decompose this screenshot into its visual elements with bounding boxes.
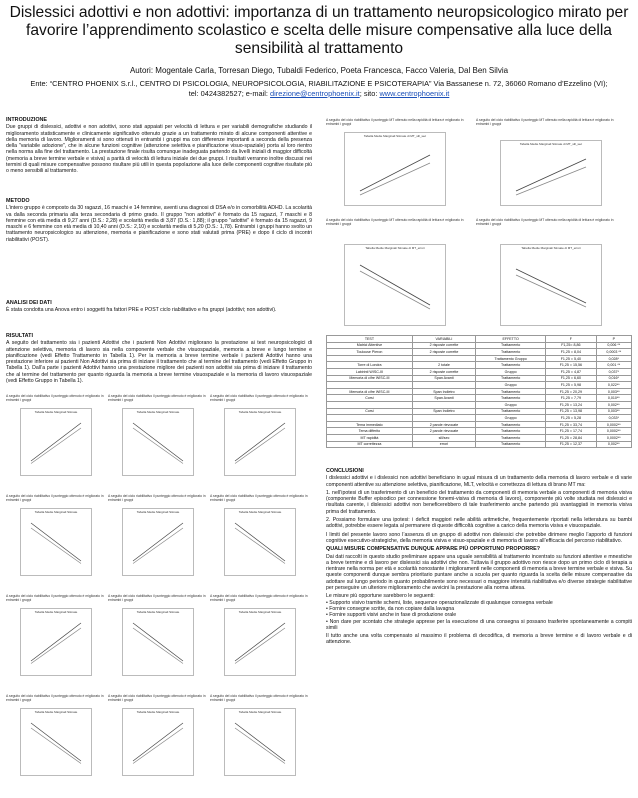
- figure-caption: A seguito del ciclo riabilitativo il punteggio ottenuto è migliorato in entrambi i gruppi: [108, 394, 206, 402]
- site-link[interactable]: www.centrophoenix.it: [379, 89, 450, 98]
- figure-caption: A seguito del ciclo riabilitativo il punteggio ottenuto è migliorato in entrambi i gruppi: [6, 594, 104, 602]
- plot-title: Tabella Medie Marginali Stimate: [34, 410, 78, 414]
- table-row: [327, 408, 632, 415]
- plot-lines: [21, 509, 91, 575]
- plot-lines: [225, 509, 295, 575]
- table-row: [327, 349, 632, 356]
- table-cell: 2 risposte corrette: [412, 342, 475, 349]
- plot-series-line: [235, 423, 285, 461]
- conclusions-p2: 1. nell’ipotesi di un trasferimento di un beneficio del trattamento da componenti di memoria verbale a componenti di memoria visiva (componente Buffer episodico per connessione fonemi-visiva di memoria di lavoro), componente più volte studiata nei dislessici e risultata carente, i dislessici adottivi non beneficerebbero di tale trasferimento anche partendo più svantaggiati in memoria visiva prima del trattamento.: [326, 489, 632, 515]
- table-cell: F1,25 = 5,98: [546, 382, 596, 389]
- table-header-cell: VARIABILI: [412, 336, 475, 343]
- intro-heading: INTRODUZIONE: [6, 117, 48, 123]
- plot-lines: [21, 709, 91, 775]
- bullet-1: • Supporto visivo tramite schemi, liste, sequenze operazionalizzate di qualunque consegna verbale: [326, 599, 553, 606]
- table-header-cell: TEST: [327, 336, 413, 343]
- plot-area: [224, 708, 296, 776]
- table-cell: Labirinti WISC-III: [327, 368, 413, 375]
- conclusions-p1: I dislessici adottivi e i dislessici non adottivi beneficiano in ugual misura di un trattamento della memoria di lavoro verbale e di varie componenti attentive su attenzione selettiva, pianificazione, MLT, velocità e correttezza di lettura di brano MT ma:: [326, 475, 632, 488]
- plot-area: [20, 408, 92, 476]
- plot-title: Tabella Medie Marginali Stimate: [238, 510, 282, 514]
- analysis-text: È stata condotta una Anova entro i soggetti fra fattori PRE e POST ciclo riabilitativo e fra gruppi (adottivi; non adottivi).: [6, 307, 277, 314]
- plot-series-line: [133, 728, 183, 764]
- contact-mid: ; sito:: [359, 89, 380, 98]
- plot-series-line: [235, 728, 285, 764]
- figure-caption: A seguito del ciclo riabilitativo il punteggio MT ottenuto nella rapidità di lettura è migliorato in entrambi i gruppi: [326, 118, 464, 126]
- table-cell: 0,0002**: [596, 428, 631, 435]
- intro-text: Due gruppi di dislessici, adottivi e non adottivi, sono stati appaiati per velocità di lettura e per variabili demografiche studiando il miglioramento statisticamente e clinicamente significativo ottenuto grazie a un trattamento mirato di alcune componenti attentive e della memoria di lavoro. Miglioramenti si sono ottenuti in entrambi i gruppi ma con differenze importanti a seconda della presenza della "variabile adozione", che in alcune funzioni cognitive (attenzione selettiva e pianificazione visuo-spaziale) porta al loro rientro nella norma alla fine del trattamento. La prestazione finale risulta comunque inadeguata partendo da livelli iniziali di maggior difficoltà (memoria a breve termine verbale e visiva) a parità di velocità di lettura iniziale dei due gruppi. I risultati verranno inoltre discussi nei termini di quali misure compensative possono risultare più utili in questa popolazione alla luce delle componenti cognitive risultate più o meno sensibili al trattamento.: [6, 124, 312, 175]
- plot-title: Tabella Medie Marginali Stimate: [136, 410, 180, 414]
- table-cell: 0,001 **: [596, 362, 631, 369]
- table-cell: Memoria di cifre WISC-III: [327, 375, 413, 382]
- table-cell: F1,25= 8,86: [546, 342, 596, 349]
- table-cell: Trattamento: [476, 441, 546, 448]
- figure-small: [210, 594, 308, 690]
- plot-area: [20, 608, 92, 676]
- table-cell: F1,25 = 15,56: [546, 362, 596, 369]
- table-cell: 2 parole rievocate: [412, 421, 475, 428]
- table-cell: Toulouse Pieron: [327, 349, 413, 356]
- plot-lines: [225, 709, 295, 775]
- plot-lines: [225, 409, 295, 475]
- table-cell: 2 risposte corrette: [412, 349, 475, 356]
- plot-series-line: [235, 623, 285, 661]
- plot-lines: [123, 509, 193, 575]
- intro-section: [6, 117, 312, 177]
- table-row: [327, 342, 632, 349]
- plot-lines: [345, 245, 445, 325]
- plot-area: [500, 140, 602, 206]
- table-cell: 0,033*: [596, 415, 631, 422]
- figure-small: [108, 394, 206, 490]
- table-cell: [327, 401, 413, 408]
- figure-caption: A seguito del ciclo riabilitativo il punteggio ottenuto è migliorato in entrambi i gruppi: [210, 694, 308, 702]
- bullet-3: • Fornire supporti visivi anche in fase di produzione orale: [326, 612, 457, 619]
- table-row: [327, 421, 632, 428]
- plot-area: [122, 608, 194, 676]
- results-table: [326, 335, 632, 448]
- table-cell: Gruppo: [476, 415, 546, 422]
- plot-series-line: [31, 423, 81, 461]
- plot-series-line: [31, 523, 81, 561]
- table-cell: [412, 355, 475, 362]
- table-cell: Trattamento: [476, 388, 546, 395]
- plot-lines: [123, 609, 193, 675]
- table-cell: Span Indietro: [412, 408, 475, 415]
- table-cell: Gruppo: [476, 368, 546, 375]
- table-cell: F1,25 = 17,74: [546, 428, 596, 435]
- table-cell: Tema differito: [327, 428, 413, 435]
- table-cell: Span Avanti: [412, 395, 475, 402]
- plot-series-line: [133, 723, 183, 761]
- plot-title: Tabella Medie Marginali Stimate di MT_errori: [521, 246, 581, 250]
- table-row: [327, 355, 632, 362]
- figure-caption: A seguito del ciclo riabilitativo il punteggio ottenuto è migliorato in entrambi i gruppi: [108, 694, 206, 702]
- figure-caption: A seguito del ciclo riabilitativo il punteggio ottenuto è migliorato in entrambi i gruppi: [6, 694, 104, 702]
- table-cell: F1,25 = 13,24: [546, 401, 596, 408]
- table-cell: F1,25 = 7,79: [546, 395, 596, 402]
- email-link[interactable]: direzione@centrophoenix.it: [270, 89, 360, 98]
- conclusions-p6: Le misure più opportune sarebbero le seguenti:: [326, 593, 435, 600]
- bullet-2: • Fornire consegne scritte, da non copiare dalla lavagna: [326, 605, 455, 612]
- table-cell: Gruppo: [476, 382, 546, 389]
- table-cell: Span Indietro: [412, 388, 475, 395]
- figure-caption: A seguito del ciclo riabilitativo il punteggio MT ottenuto nella rapidità di lettura è migliorato in entrambi i gruppi: [476, 218, 614, 226]
- figure-top-2: [476, 118, 626, 208]
- figure-top-1: [326, 118, 466, 208]
- plot-series-line: [31, 528, 81, 564]
- figure-caption: A seguito del ciclo riabilitativo il punteggio MT ottenuto nella rapidità di lettura è migliorato in entrambi i gruppi: [326, 218, 464, 226]
- table-cell: 0,0002**: [596, 421, 631, 428]
- results-text: A seguito del trattamento sia i pazienti Adottivi che i pazienti Non Adottivi migliorano la prestazione ai test neuropsicologici di attenzione selettiva, memoria di lavoro sia nella componente verbale che visuospaziale, memoria a breve e lungo termine e pianificazione (vedi Effetto Trattamento in Tabella 1). Per la memoria a breve termine verbale i pazienti Adottivi hanno una prestazione inferiore ai pazienti Non Adottivi sia prima di iniziare il trattamento che al termine del trattamento (vedi Effetto Gruppo in Tabella 1). Dall’a parte i pazienti Adottivi hanno una prestazione migliore dei pazienti non adottivi sia prima di iniziare il trattamento che al termine del trattamento per quanto riguarda la memoria a breve termine visuospaziale e la memoria di lavoro visuospaziale (vedi Effetto Gruppo in Tabella 1).: [6, 340, 312, 385]
- conclusions-p7: Il tutto anche una volta compensato al massimo il problema di decodifica, di memoria a breve termine e di lavoro verbale e di attenzione.: [326, 633, 632, 646]
- plot-title: Tabella Medie Marginali Stimate: [136, 510, 180, 514]
- plot-series-line: [31, 428, 81, 464]
- table-header-row: [327, 336, 632, 343]
- plot-lines: [123, 409, 193, 475]
- plot-lines: [501, 245, 601, 325]
- table-cell: 0,0003 **: [596, 349, 631, 356]
- figure-small: [210, 494, 308, 590]
- plot-series-line: [133, 428, 183, 464]
- table-body: [327, 342, 632, 448]
- plot-series-line: [133, 623, 183, 661]
- plot-series-line: [133, 523, 183, 561]
- table-cell: [412, 401, 475, 408]
- plot-area: [224, 508, 296, 576]
- figure-caption: A seguito del ciclo riabilitativo il punteggio ottenuto è migliorato in entrambi i gruppi: [6, 394, 104, 402]
- results-section: [6, 333, 312, 386]
- conclusions-p3: 2. Possiamo formulare una ipotesi: i deficit maggiori nelle abilità aritmetiche, frequentemente riportati nella letteratura su bambi adottivi, potrebbe essere legata al permanere di queste difficoltà cognitive a carico della memoria visiva e visuospaziale.: [326, 517, 632, 530]
- table-cell: [327, 382, 413, 389]
- table-cell: Tema immediato: [327, 421, 413, 428]
- figure-small: [6, 594, 104, 690]
- table-cell: 0,016*: [596, 375, 631, 382]
- conclusions-p5: Dai dati raccolti in questo studio preliminare appare una uguale sensibilità al trattamento incentrato su funzioni attentive e mnestiche a breve termine e di lavoro per dislessici sia adottivi che non. Tuttavia il gruppo adottivo non riesce dopo un primo ciclo di terapia a rientrare nella norma per età e scolarità nonostante i miglioramenti nelle componenti di memoria a breve termine verbale e visiva. Su queste componenti dunque sembra prioritario puntare anche a scuola per quanto riguarda la scelta delle misure compensative da adottare sul lungo periodo in quanto probabilmente sono necessari o maggiore intensità riabilitativa e/o diverse strategie riabilitative per perseguire un ulteriore miglioramento che avvicini la prestazione alla norma attesa.: [326, 553, 632, 592]
- plot-area: [224, 608, 296, 676]
- table-cell: F1,25 = 12,37: [546, 441, 596, 448]
- figure-caption: A seguito del ciclo riabilitativo il punteggio MT ottenuto nella rapidità di lettura è migliorato in entrambi i gruppi: [476, 118, 614, 126]
- figure-small: [210, 394, 308, 490]
- plot-series-line: [31, 623, 81, 661]
- table-cell: F1,25 = 33,74: [546, 421, 596, 428]
- table-cell: MT correttezza: [327, 441, 413, 448]
- table-cell: Memoria di cifre WISC-III: [327, 388, 413, 395]
- plot-title: Tabella Medie Marginali Stimate: [34, 510, 78, 514]
- plot-series-line: [31, 728, 81, 764]
- table-cell: Trattamento Gruppo: [476, 355, 546, 362]
- method-section: [6, 198, 312, 245]
- analysis-heading: ANALISI DEI DATI: [6, 300, 52, 306]
- table-cell: Span Avanti: [412, 375, 475, 382]
- affiliation-text: Ente: “CENTRO PHOENIX S.r.l., CENTRO DI PSICOLOGIA, NEUROPSICOLOGIA, RIABILITAZIONE E PSICOTERAPIA” Via Bassanese n. 72, 36060 Romano d’Ezzelino (VI);: [30, 79, 608, 88]
- plot-area: [224, 408, 296, 476]
- table-cell: 0,028*: [596, 355, 631, 362]
- plot-area: [122, 708, 194, 776]
- table-row: [327, 362, 632, 369]
- conclusions-heading: CONCLUSIONI: [326, 468, 364, 474]
- plot-title: Tabella Medie Marginali Stimate: [136, 610, 180, 614]
- table-cell: sill/sec: [412, 434, 475, 441]
- table-row: [327, 388, 632, 395]
- plot-series-line: [235, 628, 285, 664]
- figure-grid: [6, 394, 312, 794]
- table-row: [327, 434, 632, 441]
- table-cell: F1,25 = 28,84: [546, 434, 596, 441]
- table-cell: [327, 355, 413, 362]
- plot-title: Tabella Medie Marginali Stimate: [34, 610, 78, 614]
- table-cell: [412, 382, 475, 389]
- plot-area: [122, 408, 194, 476]
- plot-title: Tabella Medie Marginali Stimate: [238, 710, 282, 714]
- table-row: [327, 441, 632, 448]
- table-cell: F1,25 = 5,28: [546, 415, 596, 422]
- figure-mid-2: [476, 218, 626, 328]
- plot-area: [344, 132, 446, 206]
- table-cell: F1,25 = 13,98: [546, 408, 596, 415]
- table-cell: Trattamento: [476, 362, 546, 369]
- figure-caption: A seguito del ciclo riabilitativo il punteggio ottenuto è migliorato in entrambi i gruppi: [210, 394, 308, 402]
- plot-title: Tabella Medie Marginali Stimate: [136, 710, 180, 714]
- method-text: L’intero gruppo è composto da 30 ragazzi, 16 maschi e 14 femmine, aventi una diagnosi di DSA e/o in comorbilità ADHD. La scolarità va dalla seconda primaria alla terza secondaria di primo grado. Il gruppo "non adottivi" è formato da 15 ragazzi, 7 maschi e 8 femmine con età media di 9,27 anni (D.S.: 2,28) e scolarità media di 3,87 (D.S.: 1,88); il gruppo "adottivi" è formato da 15 ragazzi, 9 maschi e 6 femmine con età media di 10,40 anni (D.S.: 2,10) e scolarità media di 5,20 (D.S.: 1,78). Entrambi i gruppi hanno svolto un trattamento neuropsicologico su attenzione, memoria e pianificazione e sono stati valutati prima (PRE) e dopo il ciclo di incontri riabilitativi (POST).: [6, 205, 312, 243]
- table-cell: Corsi: [327, 408, 413, 415]
- plot-area: [20, 708, 92, 776]
- figure-caption: A seguito del ciclo riabilitativo il punteggio ottenuto è migliorato in entrambi i gruppi: [108, 594, 206, 602]
- table-cell: Trattamento: [476, 408, 546, 415]
- table-row: [327, 395, 632, 402]
- conclusions-section: [326, 468, 632, 648]
- method-heading: METODO: [6, 198, 30, 204]
- figure-small: [108, 694, 206, 790]
- table-cell: Trattamento: [476, 342, 546, 349]
- table-cell: 0,022**: [596, 382, 631, 389]
- table-row: [327, 368, 632, 375]
- table-cell: MT rapidità: [327, 434, 413, 441]
- plot-lines: [21, 609, 91, 675]
- question-heading: QUALI MISURE COMPENSATIVE DUNQUE APPARE PIÙ OPPORTUNO PROPORRE?: [326, 546, 541, 553]
- table-cell: F1,25 = 6,60: [546, 375, 596, 382]
- table-cell: Gruppo: [476, 401, 546, 408]
- figure-mid-1: [326, 218, 466, 328]
- analysis-section: [6, 300, 312, 316]
- plot-title: Tabella Medie Marginali Stimate di MT_sill_sec: [363, 134, 427, 138]
- table-cell: 0,010**: [596, 395, 631, 402]
- contact-prefix: tel: 0424382527; e-mail:: [188, 89, 271, 98]
- plot-series-line: [133, 423, 183, 461]
- table-cell: 2 totale: [412, 362, 475, 369]
- plot-title: Tabella Medie Marginali Stimate: [238, 410, 282, 414]
- table-cell: [327, 415, 413, 422]
- table-cell: errori: [412, 441, 475, 448]
- table-row: [327, 382, 632, 389]
- plot-series-line: [235, 528, 285, 564]
- table-row: [327, 401, 632, 408]
- plot-lines: [21, 409, 91, 475]
- table-header-cell: EFFETTO: [476, 336, 546, 343]
- table-cell: F1,25 = 8,04: [546, 349, 596, 356]
- conclusions-p4: I limiti del presente lavoro sono l’assenza di un gruppo di adottivi non dislessici che potrebbe dirimere meglio l’apporto di funzioni cognitive esecutivo-strategiche, della memoria visiva e visuo-spaziale e di memoria di lavoro all’efficacia del percorso riabilitativo.: [326, 531, 632, 544]
- plot-title: Tabella Medie Marginali Stimate: [34, 710, 78, 714]
- plot-lines: [225, 609, 295, 675]
- table-cell: 2 parole rievocate: [412, 428, 475, 435]
- figure-small: [6, 394, 104, 490]
- plot-lines: [501, 141, 601, 205]
- table-cell: 0,003**: [596, 408, 631, 415]
- plot-title: Tabella Medie Marginali Stimate di MT_sill_sec: [519, 142, 583, 146]
- results-heading: RISULTATI: [6, 333, 33, 339]
- table-cell: 0,002**: [596, 441, 631, 448]
- table-cell: 0,002**: [596, 401, 631, 408]
- plot-area: [122, 508, 194, 576]
- figure-caption: A seguito del ciclo riabilitativo il punteggio ottenuto è migliorato in entrambi i gruppi: [6, 494, 104, 502]
- table-cell: 0,0002**: [596, 434, 631, 441]
- plot-lines: [123, 709, 193, 775]
- table-cell: 0,006 **: [596, 342, 631, 349]
- figure-small: [6, 494, 104, 590]
- table-cell: Corsi: [327, 395, 413, 402]
- table-row: [327, 415, 632, 422]
- table-row: [327, 375, 632, 382]
- affiliation: [6, 79, 632, 99]
- table-cell: Trattamento: [476, 421, 546, 428]
- authors: Autori: Mogentale Carla, Torresan Diego, Tubaldi Federico, Poeta Francesca, Facco Valeria, Dal Ben Silvia: [129, 66, 509, 75]
- table-cell: Trattamento: [476, 428, 546, 435]
- table-row: [327, 428, 632, 435]
- page-title: Dislessici adottivi e non adottivi: importanza di un trattamento neuropsicologico mirato per favorire l’apprendimento scolastico e scelta delle misure compensative alla luce della sensibilità al trattamento: [9, 4, 629, 57]
- table-cell: Trattamento: [476, 434, 546, 441]
- table-cell: Trattamento: [476, 349, 546, 356]
- plot-series-line: [235, 428, 285, 464]
- figure-small: [6, 694, 104, 790]
- plot-area: [500, 244, 602, 326]
- figure-small: [108, 594, 206, 690]
- figure-small: [210, 694, 308, 790]
- table-cell: F1,25 = 4,87: [546, 368, 596, 375]
- table-cell: [412, 415, 475, 422]
- figure-small: [108, 494, 206, 590]
- table-cell: F1,25 = 5,40: [546, 355, 596, 362]
- figure-caption: A seguito del ciclo riabilitativo il punteggio ottenuto è migliorato in entrambi i gruppi: [210, 494, 308, 502]
- plot-series-line: [235, 723, 285, 761]
- plot-area: [20, 508, 92, 576]
- plot-series-line: [31, 723, 81, 761]
- table-header-cell: P: [596, 336, 631, 343]
- table-cell: 0,003**: [596, 388, 631, 395]
- plot-series-line: [235, 523, 285, 561]
- plot-title: Tabella Medie Marginali Stimate di MT_errori: [365, 246, 425, 250]
- plot-title: Tabella Medie Marginali Stimate: [238, 610, 282, 614]
- table-cell: Trattamento: [476, 395, 546, 402]
- plot-area: [344, 244, 446, 326]
- plot-series-line: [133, 628, 183, 664]
- bullet-4: • Non dare per scontato che strategie apprese per la esecuzione di una consegna si possano trasferire spontaneamente a compiti simili: [326, 618, 632, 631]
- table-cell: F1,25 = 20,29: [546, 388, 596, 395]
- plot-series-line: [133, 528, 183, 564]
- figure-caption: A seguito del ciclo riabilitativo il punteggio ottenuto è migliorato in entrambi i gruppi: [210, 594, 308, 602]
- table-cell: 0,037*: [596, 368, 631, 375]
- table-cell: 2 risposte corrette: [412, 368, 475, 375]
- table-cell: Matrici Attentive: [327, 342, 413, 349]
- plot-series-line: [31, 628, 81, 664]
- table-cell: Torre di Londra: [327, 362, 413, 369]
- table-cell: Trattamento: [476, 375, 546, 382]
- figure-caption: A seguito del ciclo riabilitativo il punteggio ottenuto è migliorato in entrambi i gruppi: [108, 494, 206, 502]
- table-header-cell: F: [546, 336, 596, 343]
- plot-lines: [345, 133, 445, 205]
